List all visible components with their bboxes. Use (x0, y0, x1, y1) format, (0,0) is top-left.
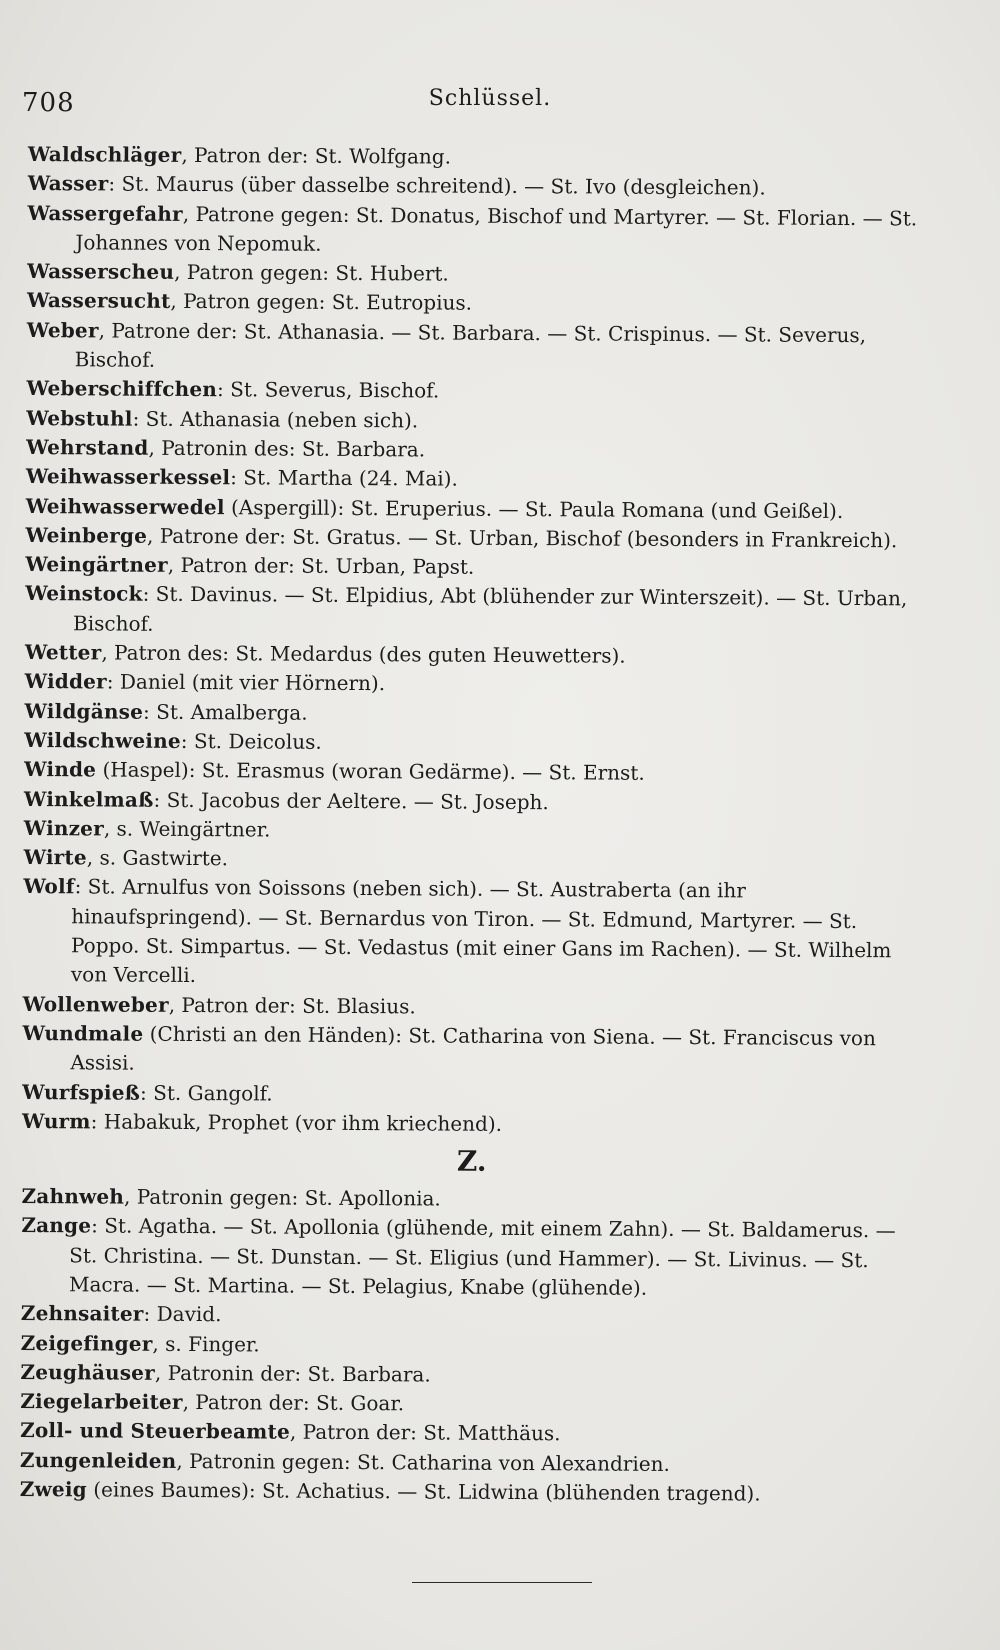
entry-headword: Waldschläger (27, 141, 182, 167)
section-z (20, 1182, 922, 1510)
entry-headword: Webstuhl (26, 405, 133, 431)
entry-text: (Aspergill): St. Eruperius. — St. Paula Romana (und Geißel). (224, 494, 844, 523)
entry-headword: Weberschiffchen (26, 376, 218, 402)
entry-headword: Zoll- und Steuerbeamte (20, 1418, 291, 1445)
entry-headword: Zahnweh (21, 1184, 125, 1209)
entry-text: , Patronin gegen: St. Apollonia. (124, 1184, 441, 1211)
entry-text: (eines Baumes): St. Achatius. — St. Lidwina (blühenden tragend). (86, 1477, 761, 1506)
index-entry (27, 316, 927, 380)
entry-headword: Wassersucht (26, 288, 171, 314)
entry-text: , Patronin des: St. Barbara. (148, 435, 426, 462)
entry-headword: Wehrstand (26, 434, 149, 460)
entry-headword: Zeughäuser (20, 1359, 155, 1385)
section-letter-z: Z. (456, 1144, 487, 1178)
entry-headword: Zeigefinger (20, 1330, 153, 1356)
index-entry (20, 1475, 920, 1510)
entry-text: : St. Gangolf. (140, 1080, 273, 1106)
entry-text: : St. Martha (24. Mai). (230, 465, 458, 491)
entry-text: , Patrone der: St. Gratus. — St. Urban, Bischof (besonders in Frankreich). (146, 523, 898, 553)
entry-text: , Patron der: St. Wolfgang. (181, 142, 452, 169)
entry-headword: Wurm (21, 1108, 91, 1134)
entry-text: : St. Maurus (über dasselbe schreitend). — St. Ivo (desgleichen). (108, 171, 766, 200)
entry-text: : St. Davinus. — St. Elpidius, Abt (blühender zur Winterszeit). — St. Urban, Bischof. (72, 582, 908, 636)
entry-headword: Wundmale (22, 1020, 144, 1046)
entry-headword: Wurfspieß (22, 1079, 141, 1105)
footer-rule (412, 1582, 592, 1583)
entry-text: : Daniel (mit vier Hörnern). (106, 669, 386, 696)
entry-text: , Patron der: St. Blasius. (168, 992, 416, 1018)
entry-headword: Weinberge (25, 522, 148, 548)
section-w (22, 140, 928, 1142)
entry-text: , Patron gegen: St. Hubert. (174, 260, 449, 286)
entry-headword: Zweig (19, 1477, 87, 1502)
entry-headword: Wassergefahr (27, 200, 183, 226)
entry-text: : St. Amalberga. (143, 699, 308, 725)
entry-headword: Wasserscheu (27, 259, 175, 285)
entry-text: : St. Athanasia (neben sich). (132, 406, 419, 433)
entry-text: , s. Finger. (152, 1331, 260, 1357)
entry-text: , Patronin gegen: St. Catharina von Alexandrien. (176, 1448, 670, 1476)
entry-text: , Patron gegen: St. Eutropius. (170, 289, 473, 316)
index-entry (22, 1107, 922, 1142)
entry-headword: Ziegelarbeiter (20, 1389, 183, 1415)
entry-headword: Wildgänse (24, 698, 144, 724)
index-entry (25, 579, 925, 643)
index-entries (20, 140, 928, 1510)
entry-text: (Christi an den Händen): St. Catharina von Siena. — St. Franciscus von Assisi. (70, 1021, 876, 1075)
entry-text: : St. Deicolus. (180, 728, 322, 754)
entry-headword: Widder (24, 669, 107, 694)
entry-headword: Wolf (23, 874, 75, 899)
entry-text: , s. Weingärtner. (103, 816, 271, 842)
index-entry (24, 755, 924, 790)
entry-headword: Wetter (24, 640, 102, 665)
entry-headword: Weinstock (25, 581, 143, 607)
entry-headword: Winkelmaß (23, 786, 154, 812)
entry-headword: Wollenweber (22, 991, 169, 1017)
entry-headword: Zange (21, 1213, 92, 1238)
entry-text: : David. (143, 1302, 222, 1327)
entry-headword: Wildschweine (24, 727, 181, 753)
entry-text: (Haspel): St. Erasmus (woran Gedärme). — St. Ernst. (96, 757, 645, 786)
entry-text: , s. Gastwirte. (86, 845, 229, 871)
index-entry (23, 872, 924, 995)
entry-text: , Patron des: St. Medardus (des guten Heuwetters). (101, 640, 626, 668)
entry-text: , Patron der: St. Urban, Papst. (167, 553, 475, 579)
entry-headword: Winde (24, 757, 97, 782)
index-entry (27, 199, 927, 263)
entry-headword: Zungenleiden (19, 1447, 177, 1473)
entry-text: , Patrone der: St. Athanasia. — St. Barbara. — St. Crispinus. — St. Severus, Bischof. (74, 318, 867, 372)
entry-headword: Zehnsaiter (20, 1301, 144, 1327)
entry-text: : St. Severus, Bischof. (216, 377, 440, 403)
entry-text: , Patrone gegen: St. Donatus, Bischof und Martyrer. — St. Florian. — St. Johannes von Nepomuk. (75, 201, 918, 256)
page-header (20, 80, 960, 120)
index-entry (21, 1211, 922, 1304)
index-entry (22, 1019, 922, 1083)
entry-text: : St. Arnulfus von Soissons (neben sich). — St. Austraberta (an ihr hinaufspringend). — St. Bernardus von Tiron. — St. Edmund, Martyrer. — St. Poppo. St. Simpartus. — St. Vedastus (mit einer Gans im Rachen). — St. Wilhelm von Vercelli. (70, 874, 892, 988)
entry-headword: Wirte (23, 845, 87, 870)
entry-headword: Wasser (27, 171, 109, 196)
entry-headword: Weingärtner (25, 552, 168, 578)
running-title: Schlüssel. (428, 86, 552, 111)
entry-text: : Habakuk, Prophet (vor ihm kriechend). (90, 1109, 503, 1136)
entry-headword: Weihwasserwedel (25, 493, 225, 519)
entry-text: , Patron der: St. Goar. (182, 1390, 405, 1416)
entry-text: , Patron der: St. Matthäus. (289, 1420, 561, 1446)
entry-headword: Winzer (23, 815, 104, 841)
entry-text: : St. Jacobus der Aeltere. — St. Joseph. (153, 787, 549, 814)
entry-headword: Weber (26, 317, 99, 343)
entry-headword: Weihwasserkessel (25, 464, 231, 490)
entry-text: : St. Agatha. — St. Apollonia (glühende, mit einem Zahn). — St. Baldamerus. — St. Christina. — St. Dunstan. — St. Eligius (und Hammer). — St. Livinus. — St. Macra. — St. Martina. — St. Pelagius, Knabe (glühende). (68, 1213, 896, 1300)
entry-text: , Patronin der: St. Barbara. (154, 1360, 431, 1387)
page-number: 708 (22, 88, 75, 118)
